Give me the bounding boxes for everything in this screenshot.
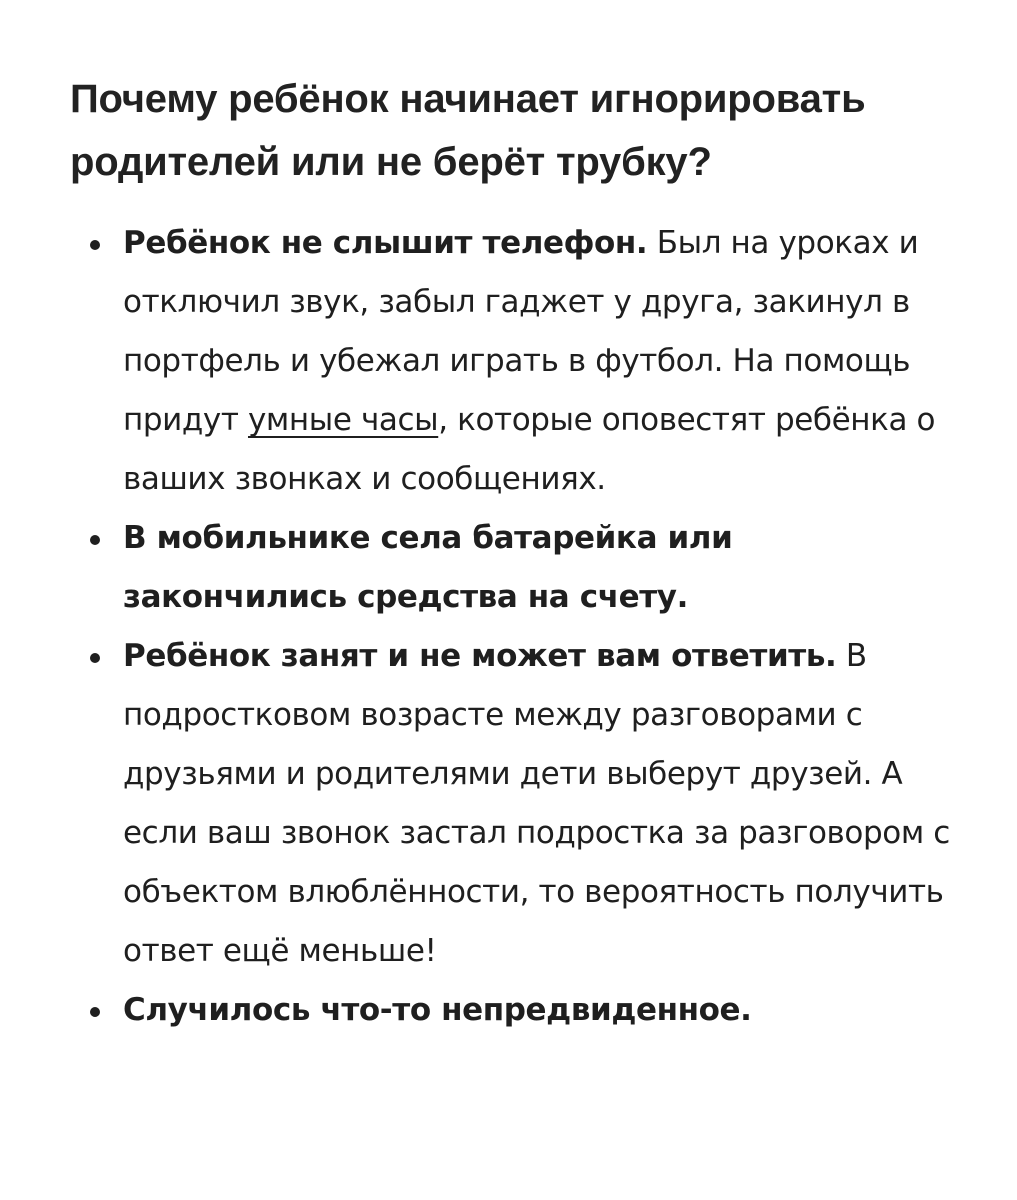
smart-watch-link[interactable]: умные часы xyxy=(247,402,439,438)
reasons-list xyxy=(70,214,950,1040)
list-item xyxy=(123,627,950,981)
item-bold-text: Ребёнок занят и не может вам ответить. xyxy=(123,638,837,674)
item-text: В подростковом возрасте между разговорами с друзьями и родителями дети выберут друзей. А если ваш звонок застал подростка за разговором с объектом влюблённости, то вероятность получить ответ ещё меньше! xyxy=(123,638,950,969)
item-bold-text: Ребёнок не слышит телефон. xyxy=(123,225,648,261)
item-text: , которые оповестят ребёнка о ваших звонках и сообщениях. xyxy=(123,402,936,497)
article xyxy=(70,68,950,1040)
list-item xyxy=(123,214,950,509)
section-heading: Почему ребёнок начинает игнорировать родителей или не берёт трубку? xyxy=(70,77,866,184)
item-bold-text: Случилось что-то непредвиденное. xyxy=(123,992,752,1028)
item-bold-text: В мобильнике села батарейка или закончились средства на счету. xyxy=(123,520,733,615)
item-text: Был на уроках и отключил звук, забыл гаджет у друга, закинул в портфель и убежал играть в футбол. На помощь придут xyxy=(123,225,919,438)
list-item xyxy=(123,509,950,627)
list-item xyxy=(123,981,950,1040)
